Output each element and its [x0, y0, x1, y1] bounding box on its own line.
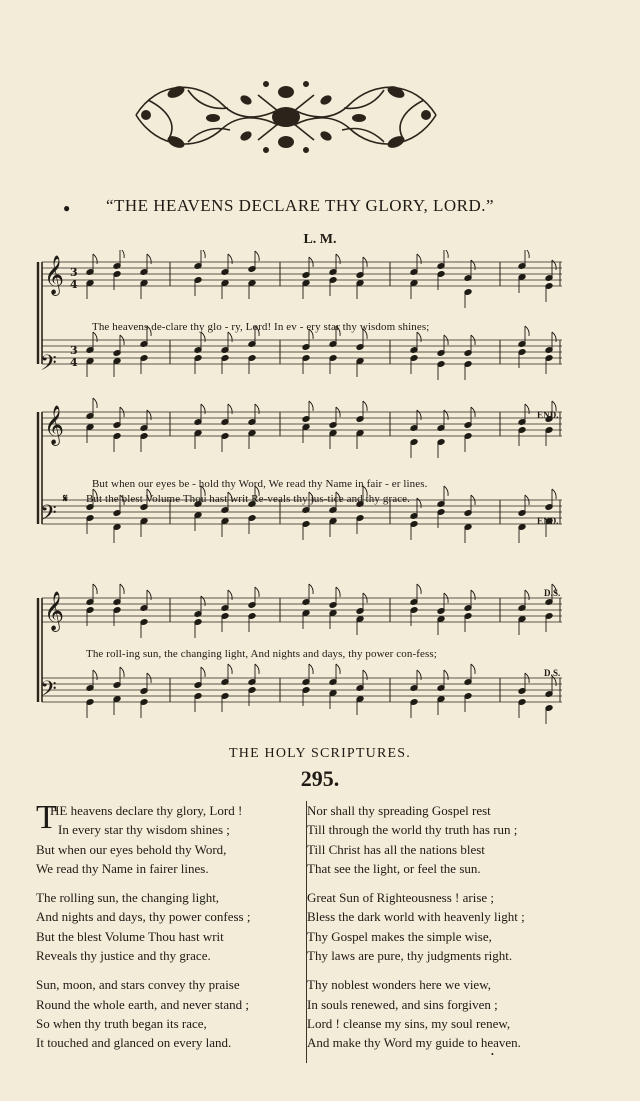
svg-text:𝄢: 𝄢 [40, 677, 57, 707]
hymn-text-left-column [36, 801, 294, 1063]
segno-icon: 𝄋 [63, 493, 68, 505]
text-line: In every star thy wisdom shines ; [58, 822, 230, 838]
text-line: Till Christ has all the nations blest [307, 841, 485, 857]
hymn-text-right-column [306, 801, 577, 1063]
title-bullet: ● [63, 201, 71, 215]
music-lyrics-line-4: The roll-ing sun, the changing light, And nights and days, thy power con-fess; [86, 648, 437, 660]
bass-clef-icon: 𝄢 [40, 351, 57, 381]
text-line: It touched and glanced on every land. [36, 1035, 232, 1051]
text-line: Bless the dark world with heavenly light ; [307, 909, 525, 925]
svg-text:𝄞: 𝄞 [44, 591, 65, 631]
text-line: And nights and days, thy power confess ; [36, 909, 251, 925]
text-line: The rolling sun, the changing light, [36, 890, 220, 906]
text-line: Reveals thy justice and thy grace. [36, 948, 211, 964]
music-lyrics-line-3: But the blest Volume Thou hast writ Re-veals thy jus-tice and thy grace. [86, 493, 411, 505]
page-speck: • [491, 1050, 494, 1059]
text-line: Sun, moon, and stars convey thy praise [36, 977, 240, 993]
text-line: In souls renewed, and sins forgiven ; [307, 996, 498, 1012]
treble-clef-icon: 𝄞 [44, 255, 65, 295]
text-line: Lord ! cleanse my sins, my soul renew, [307, 1015, 511, 1031]
svg-text:4: 4 [70, 278, 78, 291]
text-line: Great Sun of Righteousness ! arise ; [307, 890, 495, 906]
text-line: Thy Gospel makes the simple wise, [307, 928, 492, 944]
text-line: Till through the world thy truth has run ; [307, 822, 518, 838]
section-title: THE HOLY SCRIPTURES. [229, 746, 411, 761]
text-line: T HE heavens declare thy glory, Lord ! [36, 799, 243, 836]
end-mark: END. [537, 410, 559, 420]
end-mark-bass: END. [537, 516, 559, 526]
text-line: Thy noblest wonders here we view, [307, 977, 491, 993]
text-line: But the blest Volume Thou hast writ [36, 928, 224, 944]
stanza-3 [36, 975, 294, 1052]
text-line: Thy laws are pure, thy judgments right. [307, 948, 513, 964]
stanza-6 [307, 975, 577, 1052]
svg-text:3: 3 [70, 266, 78, 279]
floral-ornament [128, 70, 444, 162]
music-lyrics-line-2: But when our eyes be - hold thy Word, We read thy Name in fair - er lines. [92, 478, 428, 490]
ds-mark-bass: D.S. [544, 668, 561, 678]
hymn-number: 295. [300, 766, 340, 791]
text-line: Round the whole earth, and never stand ; [36, 996, 249, 1012]
text-line: That see the light, or feel the sun. [307, 860, 481, 876]
text-line: Nor shall thy spreading Gospel rest [307, 803, 491, 818]
stanza-4 [307, 801, 577, 878]
music-lyrics-line-1: The heavens de-clare thy glo - ry, Lord! In ev - ery star thy wisdom shines; [92, 321, 430, 333]
text-line: And make thy Word my guide to heaven. [307, 1035, 521, 1051]
drop-cap: T [36, 799, 57, 836]
svg-text:4: 4 [70, 356, 78, 369]
stanza-5 [307, 888, 577, 965]
hymn-tune-title: “THE HEAVENS DECLARE THY GLORY, LORD.” [105, 196, 495, 215]
stanza-1 [36, 801, 294, 878]
meter-label: L. M. [303, 232, 337, 247]
svg-text:3: 3 [70, 344, 78, 357]
svg-text:𝄞: 𝄞 [44, 405, 65, 445]
text-line: We read thy Name in fairer lines. [36, 860, 209, 876]
text-line: So when thy truth began its race, [36, 1015, 207, 1031]
stanza-2 [36, 888, 294, 965]
text-line: But when our eyes behold thy Word, [36, 841, 227, 857]
svg-text:𝄢: 𝄢 [40, 501, 57, 531]
ds-mark: D.S. [544, 588, 561, 598]
